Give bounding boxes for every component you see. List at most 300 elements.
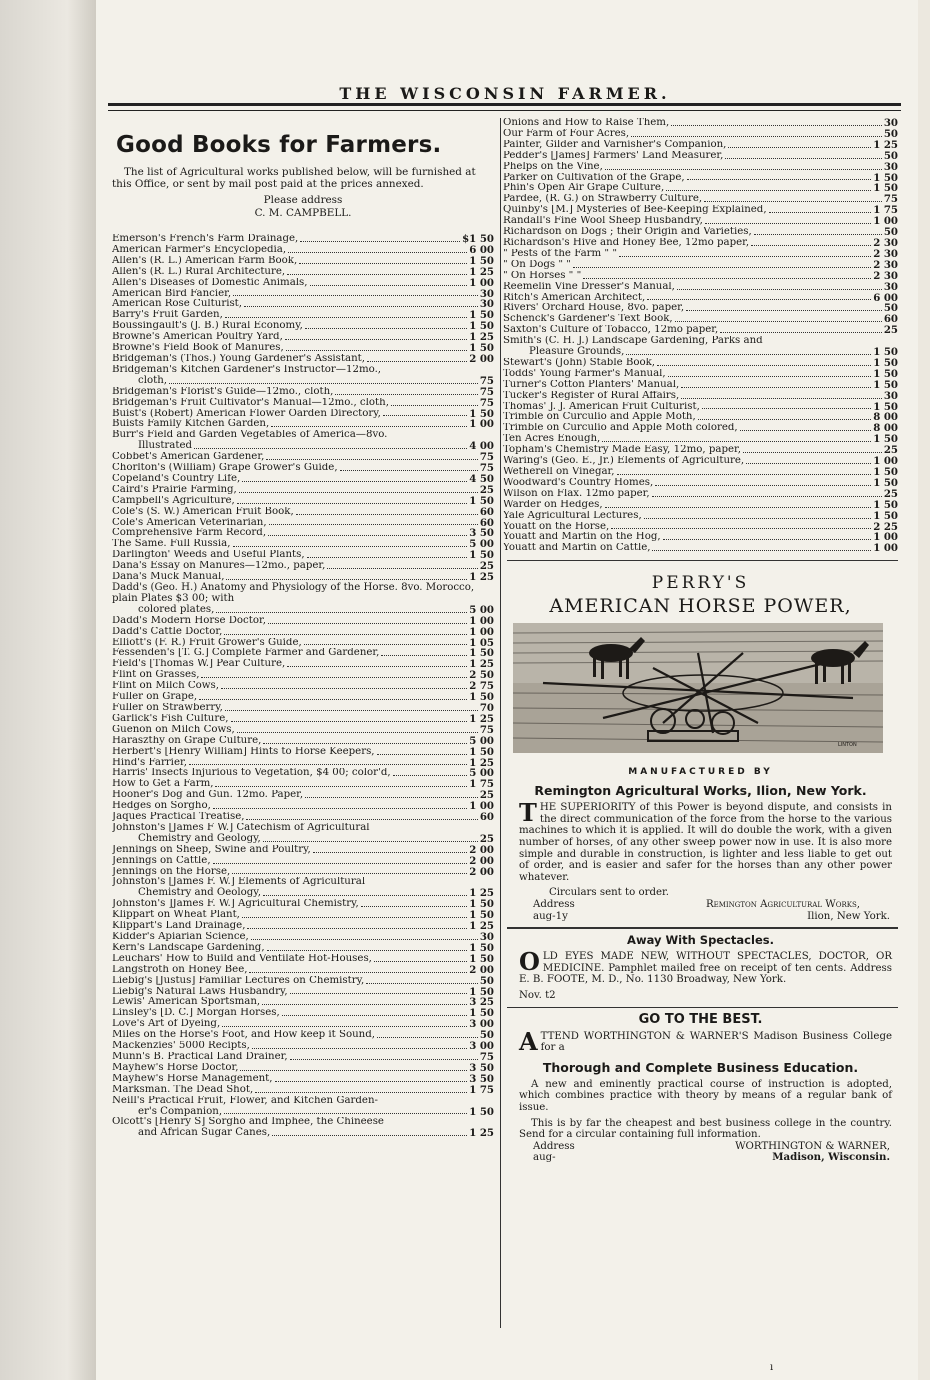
book-price: 1 25 — [469, 331, 494, 344]
book-title: Trimble on Curculio and Apple Moth colored, — [503, 423, 738, 434]
book-entry — [503, 293, 898, 304]
book-title: Our Farm of Four Acres, — [503, 128, 630, 139]
book-price: 30 — [479, 931, 494, 943]
book-price: 8 00 — [873, 422, 898, 435]
book-entry — [112, 954, 494, 965]
book-price: 30 — [479, 298, 494, 311]
book-title: Copeland's Country Life, — [112, 473, 241, 484]
book-title: Munn's B. Practical Land Drainer, — [112, 1051, 288, 1062]
book-price: 1 50 — [873, 367, 898, 380]
perry-address-line2 — [533, 911, 890, 923]
book-title: Youatt and Martin on the Hog, — [503, 532, 661, 543]
book-entry — [503, 522, 898, 533]
book-price: 50 — [883, 302, 898, 315]
book-title: Dadd's Cattle Doctor, — [112, 626, 223, 637]
book-title: Waring's (Geo. E., Jr.) Elements of Agriculture, — [503, 456, 745, 467]
book-title: Bridgeman's Fruit Cultivator's Manual—12mo., cloth, — [112, 397, 389, 408]
book-price: 25 — [883, 487, 898, 500]
book-entry — [112, 845, 494, 856]
book-entry — [503, 205, 898, 216]
book-entry — [112, 256, 494, 267]
book-title: American Bird Fancier, — [112, 288, 232, 299]
book-title-continuation: er's Companion, — [138, 1105, 223, 1117]
book-entry — [112, 267, 494, 278]
book-title: Dana's Essay on Manures—12mo., paper, — [112, 561, 326, 572]
book-entry — [112, 659, 494, 670]
best-address-name: WORTHINGTON & WARNER, — [735, 1140, 890, 1152]
book-title: Stewart's (John) Stable Book, — [503, 357, 656, 368]
book-entry — [503, 511, 898, 522]
book-title: Klippart on Wheat Plant, — [112, 910, 240, 921]
perry-body-text: HE SUPERIORITY of this Power is beyond dispute, and consists in the direct communication of the force from the horse to the various machines to which it is applied. It will do double the work, with a given number of horses, of any other sweep power now in use. It is also more simple and durable in construction, is lighter and less liable to get out of order, and is easier and safer for the horses than any other power whatever. — [519, 802, 892, 883]
left-column — [112, 122, 494, 1139]
book-title: Allen's Diseases of Domestic Animals, — [112, 277, 308, 288]
book-title: Phin's Open Air Grape Culture, — [503, 183, 665, 194]
book-entry — [112, 310, 494, 321]
book-price: 1 50 — [873, 509, 898, 522]
book-entry — [112, 474, 494, 485]
book-price: 1 50 — [469, 320, 494, 333]
book-price: 2 30 — [873, 236, 898, 249]
book-title: Fuller on Strawberry, — [112, 702, 223, 713]
book-entry — [112, 321, 494, 332]
book-price: 4 00 — [469, 440, 494, 453]
book-entry — [503, 249, 898, 260]
best-body2: This is by far the cheapest and best business college in the country. Send for a circular containing full information. — [519, 1117, 892, 1141]
book-title: Ritch's American Architect, — [503, 292, 646, 303]
book-title: Trimble on Curculio and Apple Moth, — [503, 412, 696, 423]
book-title: Barry's Fruit Garden, — [112, 310, 223, 321]
book-price: 30 — [883, 389, 898, 402]
book-title: Chorlton's (William) Grape Grower's Guide, — [112, 463, 338, 474]
book-price: 25 — [883, 324, 898, 337]
book-price: 50 — [883, 149, 898, 162]
book-price: 60 — [479, 516, 494, 529]
book-entry — [112, 921, 494, 932]
book-title: Lewis' American Sportsman, — [112, 997, 261, 1008]
book-title: Phelps on the Vine, — [503, 161, 603, 172]
book-price: 3 50 — [469, 1061, 494, 1074]
book-entry — [112, 976, 494, 987]
book-title: Parker on Cultivation of the Grape, — [503, 172, 685, 183]
book-price: 1 05 — [469, 636, 494, 649]
book-entry — [503, 478, 898, 489]
book-entry — [503, 391, 898, 402]
book-entry — [112, 867, 494, 878]
book-price: 1 25 — [469, 756, 494, 769]
book-title: Smith's (C. H. J.) Landscape Gardening, Parks and — [503, 336, 763, 347]
book-title-continuation: Chemistry and Oeology, — [138, 887, 261, 899]
book-title: Browne's American Poultry Yard, — [112, 332, 283, 343]
book-entry — [112, 703, 494, 714]
best-lead — [519, 1026, 892, 1056]
book-title: Boussingault's (J. B.) Rural Economy, — [112, 321, 303, 332]
book-price: 3 25 — [469, 996, 494, 1009]
book-entry — [503, 325, 898, 336]
book-title: Field's [Thomas W.] Pear Culture, — [112, 659, 286, 670]
book-title: Jennings on Cattle, — [112, 855, 211, 866]
book-price: 1 75 — [469, 1083, 494, 1096]
book-price: 1 50 — [873, 171, 898, 184]
book-entry — [112, 747, 494, 758]
perry-dropcap: T — [519, 798, 537, 828]
book-price: 75 — [883, 193, 898, 206]
book-title: Painter, Gilder and Varnisher's Companion, — [503, 139, 727, 150]
book-entry — [112, 1041, 494, 1052]
book-price: 1 00 — [469, 625, 494, 638]
book-price: 75 — [479, 1050, 494, 1063]
book-title: Kern's Landscape Gardening, — [112, 942, 265, 953]
book-entry — [112, 1019, 494, 1030]
book-entry — [112, 638, 494, 649]
book-title: Youatt on the Horse, — [503, 521, 610, 532]
book-title-continuation: and African Sugar Canes, — [138, 1127, 271, 1139]
book-price: 1 00 — [873, 542, 898, 555]
perry-circulars: Circulars sent to order. — [549, 887, 670, 899]
book-title: Wetherell on Vinegar, — [503, 467, 615, 477]
book-title: " On Dogs " " — [503, 259, 571, 270]
book-entry — [112, 725, 494, 736]
book-price: 2 00 — [469, 865, 494, 878]
book-entry — [503, 194, 898, 205]
book-price: 4 50 — [469, 472, 494, 485]
book-price: 1 50 — [469, 1105, 494, 1118]
book-entry — [503, 183, 898, 194]
book-entry — [112, 354, 494, 365]
book-entry — [503, 543, 898, 554]
best-lead-text: TTEND WORTHINGTON & WARNER'S Madison Business College for a — [540, 1030, 892, 1054]
book-price: 1 00 — [469, 614, 494, 627]
book-title: American Rose Culturist, — [112, 299, 243, 310]
book-entry — [112, 997, 494, 1008]
book-price: 2 00 — [469, 843, 494, 856]
binding-gutter — [0, 0, 96, 1380]
book-price: 75 — [479, 385, 494, 398]
book-entry — [503, 118, 898, 129]
book-title: Bridgeman's (Thos.) Young Gardener's Assistant, — [112, 353, 365, 364]
book-price: 1 50 — [469, 407, 494, 420]
book-entry — [503, 151, 898, 162]
book-price: 1 50 — [873, 498, 898, 511]
book-title: Ten Acres Enough, — [503, 434, 601, 445]
books-heading: Good Books for Farmers. — [116, 132, 442, 158]
book-title: Burr's Field and Garden Vegetables of America—8vo. — [112, 430, 388, 441]
book-price: 30 — [883, 280, 898, 293]
book-entry — [112, 670, 494, 681]
book-entry — [112, 289, 494, 300]
book-entry — [112, 234, 494, 245]
perry-title: PERRY'S — [651, 573, 750, 594]
book-price: 2 25 — [873, 520, 898, 533]
book-entry — [503, 140, 898, 151]
book-title: Campbell's Agriculture, — [112, 495, 235, 506]
book-title-continuation: Pleasure Grounds, — [529, 346, 625, 358]
book-price: 1 50 — [873, 346, 898, 359]
book-entry-continuation — [112, 605, 494, 616]
book-price: 1 50 — [469, 309, 494, 322]
book-title: Liebig's [Justus] Familiar Lectures on Chemistry, — [112, 975, 365, 986]
book-title: Richardson's Hive and Honey Bee, 12mo paper, — [503, 237, 750, 248]
book-entry — [112, 1074, 494, 1085]
book-price: 60 — [883, 313, 898, 326]
spectacles-body — [519, 947, 892, 986]
book-entry — [112, 910, 494, 921]
perry-address-label: Address — [533, 899, 575, 910]
book-entry — [503, 456, 898, 467]
book-entry — [112, 758, 494, 769]
book-title: " On Horses " " — [503, 270, 582, 281]
book-title-continuation: Chemistry and Geology, — [138, 832, 261, 844]
book-entry — [112, 398, 494, 409]
book-entry-continuation — [112, 834, 494, 845]
book-entry — [503, 238, 898, 249]
perry-body — [519, 798, 892, 883]
book-entry — [112, 419, 494, 430]
book-title: Jennings on Sheep, Swine and Poultry, — [112, 844, 311, 855]
book-title: Hind's Farrier, — [112, 757, 187, 768]
book-title: Turner's Cotton Planters' Manual, — [503, 379, 680, 390]
book-price: 1 75 — [469, 778, 494, 791]
book-price: 1 50 — [873, 433, 898, 446]
book-title: Johnston's [James F. W.] Elements of Agricultural — [112, 877, 366, 888]
book-title: Miles on the Horse's Foot, and How keep it Sound, — [112, 1030, 376, 1041]
book-entry — [503, 445, 898, 456]
book-title: Emerson's French's Farm Drainage, — [112, 234, 299, 244]
book-title: Buists Family Kitchen Garden, — [112, 419, 270, 430]
book-title: Caird's Prairie Farming, — [112, 484, 237, 495]
best-dateline: aug- — [533, 1152, 556, 1164]
book-title: Comprehensive Farm Record, — [112, 528, 267, 539]
book-entry — [503, 314, 898, 325]
perry-address — [533, 899, 890, 911]
book-price: 2 30 — [873, 269, 898, 282]
perry-subtitle: AMERICAN HORSE POWER, — [549, 595, 852, 618]
book-entry — [503, 227, 898, 238]
best-address-line2 — [533, 1152, 890, 1164]
book-title: Rivers' Orchard House, 8vo. paper, — [503, 303, 685, 314]
book-entry — [503, 402, 898, 413]
book-title: The Same. Full Russia, — [112, 539, 231, 550]
book-entry — [112, 496, 494, 507]
book-title: Guenon on Milch Cows, — [112, 724, 235, 735]
book-entry — [112, 452, 494, 463]
book-title: Klippart's Land Drainage, — [112, 921, 246, 932]
spectacles-body-text: LD EYES MADE NEW, WITHOUT SPECTACLES, DOCTOR, OR MEDICINE. Pamphlet mailed free on receipt of ten cents. Address E. B. FOOTE, M. D., No. 1130 Broadway, New York. — [519, 951, 892, 986]
book-price: 1 50 — [469, 1007, 494, 1020]
book-title: " Pests of the Farm " " — [503, 248, 618, 259]
book-title: Kidder's Apiarian Science, — [112, 932, 249, 942]
book-entry — [503, 380, 898, 391]
book-title: Fessenden's [T. G.] Complete Farmer and Gardener, — [112, 648, 380, 659]
campbell-name: C. M. CAMPBELL. — [254, 207, 352, 219]
book-title: Thomas' J. J. American Fruit Culturist, — [503, 401, 700, 412]
book-entry — [503, 358, 898, 369]
book-entry — [503, 271, 898, 282]
book-price: 3 00 — [469, 1040, 494, 1053]
spectacles-dropcap: O — [519, 947, 540, 977]
book-price: 5 00 — [469, 734, 494, 747]
book-entry — [112, 768, 494, 779]
book-title: Fuller on Grape, — [112, 692, 198, 703]
book-entry-continuation — [112, 376, 494, 387]
book-list-left — [112, 234, 494, 1139]
book-title-continuation: Illustrated — [138, 440, 193, 452]
book-title: Onions and How to Raise Them, — [503, 118, 670, 128]
book-price: 1 50 — [469, 985, 494, 998]
book-price: 5 00 — [469, 538, 494, 551]
book-price: 1 50 — [469, 909, 494, 922]
book-title: Cobbet's American Gardener, — [112, 452, 265, 463]
book-price: 25 — [883, 444, 898, 457]
book-title: Randall's Fine Wool Sheep Husbandry, — [503, 216, 703, 227]
book-price: 6 00 — [469, 243, 494, 256]
header-rule-thin — [108, 110, 901, 111]
book-entry — [503, 162, 898, 173]
best-body1: A new and eminently practical course of instruction is adopted, which combines practice with theory by means of a regular bank of issue. — [519, 1078, 892, 1113]
right-column — [503, 118, 898, 1164]
book-price: 3 50 — [469, 527, 494, 540]
book-entry — [112, 1030, 494, 1041]
book-title: Haraszthy on Grape Culture, — [112, 735, 262, 746]
book-price: 70 — [479, 701, 494, 714]
book-title: Liebig's Natural Laws Husbandry, — [112, 986, 288, 997]
book-title: Johnston's [James F W.] Catechism of Agricultural — [112, 822, 370, 833]
book-price: 3 50 — [469, 1072, 494, 1085]
engraver-signature: LINTON — [838, 742, 857, 749]
book-price: 1 50 — [873, 400, 898, 413]
book-price: 1 50 — [873, 356, 898, 369]
book-price: 30 — [479, 287, 494, 300]
book-price: 75 — [479, 396, 494, 409]
book-title: Bridgeman's Kitchen Gardener's Instructor—12mo., — [112, 364, 382, 375]
book-title: Warder on Hedges, — [503, 499, 603, 510]
book-title: Olcott's [Henry S] Sorgho and Imphee, the Chineese — [112, 1117, 384, 1128]
book-entry — [503, 173, 898, 184]
book-price: 75 — [479, 462, 494, 475]
book-title: How to Get a Farm, — [112, 779, 214, 790]
book-entry — [112, 856, 494, 867]
book-price: $1 50 — [462, 233, 494, 245]
book-title: Woodward's Country Homes, — [503, 477, 654, 488]
book-entry — [112, 790, 494, 801]
book-title: Pedder's [James] Farmers' Land Measurer, — [503, 150, 724, 161]
book-title: Flint on Grasses, — [112, 670, 200, 681]
book-price: 1 00 — [873, 215, 898, 228]
book-title-continuation: colored plates, — [138, 603, 215, 615]
book-title: Reemelin Vine Dresser's Manual, — [503, 281, 675, 292]
book-price: 5 00 — [469, 603, 494, 616]
book-title: Tucker's Register of Rural Affairs, — [503, 390, 680, 401]
book-entry — [112, 1063, 494, 1074]
best-title: GO TO THE BEST. — [638, 1011, 763, 1027]
book-entry — [112, 899, 494, 910]
book-title: Darlington' Weeds and Useful Plants, — [112, 550, 305, 561]
book-price: 2 75 — [469, 680, 494, 693]
book-entry — [112, 801, 494, 812]
best-address-place: Madison, Wisconsin. — [772, 1151, 890, 1164]
book-price: 1 50 — [469, 691, 494, 704]
book-price: 25 — [479, 832, 494, 845]
book-price: 75 — [479, 723, 494, 736]
book-price: 1 50 — [469, 494, 494, 507]
book-entry — [503, 369, 898, 380]
book-entry-continuation — [112, 1128, 494, 1139]
book-price: 60 — [479, 811, 494, 824]
book-price: 1 00 — [469, 800, 494, 813]
remington-works: Remington Agricultural Works, Ilion, New York. — [534, 783, 867, 799]
book-title: Leuchars' How to Build and Ventilate Hot-Houses, — [112, 953, 372, 964]
book-price: 2 30 — [873, 258, 898, 271]
running-head: THE WISCONSIN FARMER. — [339, 84, 671, 103]
book-price: 1 25 — [469, 712, 494, 725]
book-price: 1 00 — [469, 418, 494, 431]
book-title: Dadd's (Geo. H.) Anatomy and Physiology of the Horse. 8vo. Morocco, plain Plates $3 00; with — [112, 582, 475, 604]
book-title: Jaques Practical Treatise, — [112, 812, 245, 823]
book-price: 25 — [479, 789, 494, 802]
book-price: 1 25 — [469, 571, 494, 584]
book-title: Johnston's ]James F. W.] Agricultural Chemistry, — [112, 899, 359, 910]
book-title: Linsley's [D. C.] Morgan Horses, — [112, 1008, 280, 1019]
book-price: 50 — [479, 1029, 494, 1042]
book-price: 50 — [883, 226, 898, 239]
book-entry — [503, 216, 898, 227]
book-price: 1 25 — [469, 1127, 494, 1140]
book-title: Pardee, (R. G.) on Strawberry Culture, — [503, 194, 703, 205]
book-price: 1 50 — [469, 254, 494, 267]
book-entry — [112, 943, 494, 954]
book-entry — [112, 1052, 494, 1063]
book-entry — [112, 583, 494, 605]
perry-dateline: aug-1y — [533, 910, 568, 922]
book-entry — [112, 332, 494, 343]
book-price: 1 50 — [873, 476, 898, 489]
book-title: Allen's (R. L.) Rural Architecture, — [112, 266, 286, 277]
book-price: 8 00 — [873, 411, 898, 424]
header-rule — [108, 103, 901, 106]
book-title: Wilson on Flax. 12mo paper, — [503, 488, 650, 499]
book-price: 6 00 — [873, 291, 898, 304]
best-dropcap: A — [519, 1026, 538, 1056]
book-entry-continuation — [112, 888, 494, 899]
book-price: 50 — [883, 127, 898, 140]
book-title: Richardson on Dogs ; their Origin and Varieties, — [503, 227, 752, 238]
book-title: Elliott's (F. R.) Fruit Grower's Guide, — [112, 637, 302, 648]
book-entry — [112, 779, 494, 790]
perry-address-name: Remington Agricultural Works, — [705, 899, 860, 910]
book-price: 1 75 — [873, 204, 898, 217]
book-price: 1 25 — [469, 265, 494, 278]
book-title: Herbert's [Henry William] Hints to Horse Keepers, — [112, 746, 375, 757]
book-title: Topham's Chemistry Made Easy, 12mo, paper, — [503, 445, 741, 456]
book-title: Dadd's Modern Horse Doctor, — [112, 615, 266, 626]
column-divider — [500, 118, 501, 1328]
book-price: 1 50 — [469, 745, 494, 758]
book-entry — [112, 987, 494, 998]
best-address-label: Address — [533, 1140, 575, 1152]
book-entry — [112, 965, 494, 976]
book-price: 25 — [479, 560, 494, 573]
book-entry — [112, 692, 494, 703]
manufactured-by: MANUFACTURED BY — [628, 767, 773, 778]
book-price: 1 00 — [469, 276, 494, 289]
spectacles-dateline: Nov. t2 — [519, 989, 556, 1001]
book-title: Jennings on the Horse, — [112, 866, 231, 877]
book-entry — [112, 539, 494, 550]
book-entry — [112, 681, 494, 692]
book-price: 1 50 — [469, 549, 494, 562]
book-title: Browne's Field Book of Manures, — [112, 343, 284, 354]
book-entry — [112, 365, 494, 376]
